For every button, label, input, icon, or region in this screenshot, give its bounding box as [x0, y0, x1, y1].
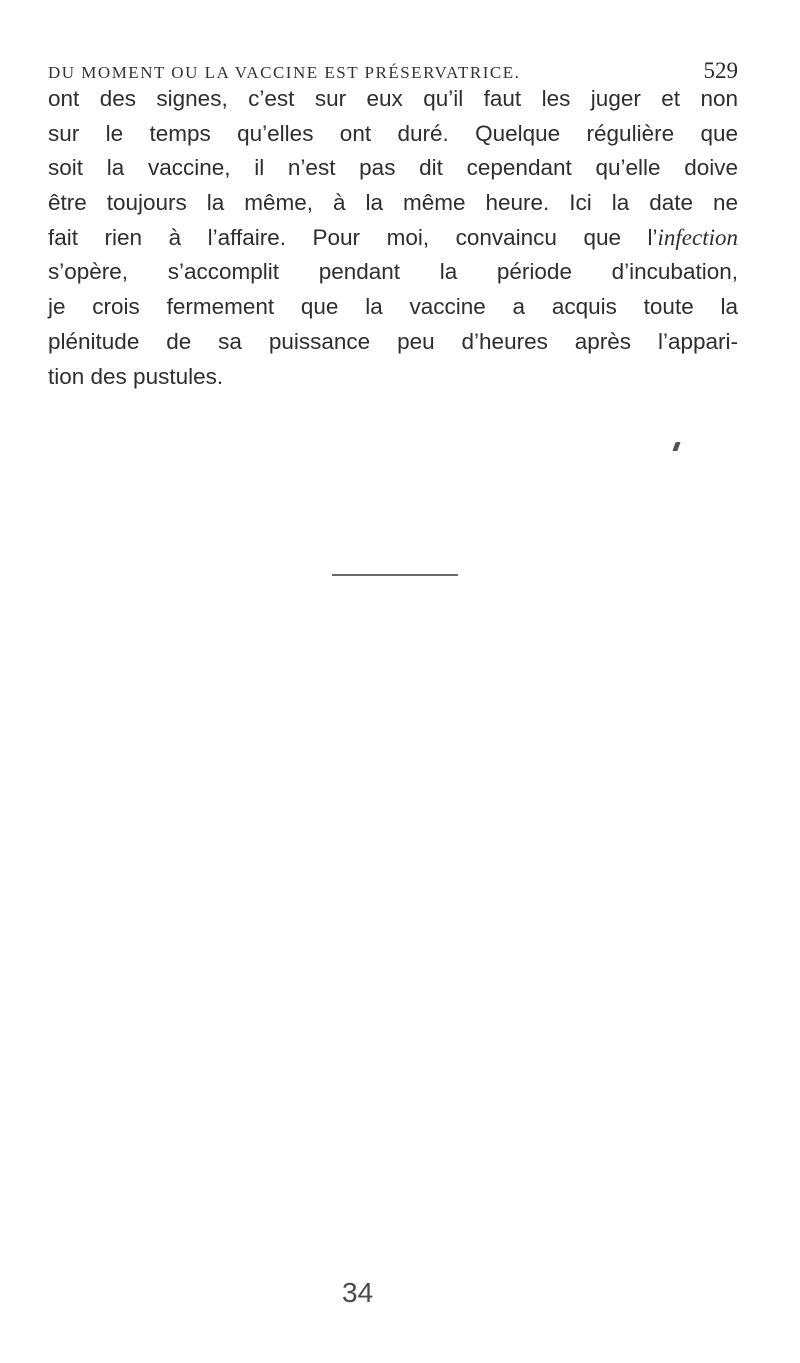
- text-line: être toujours la même, à la même heure. Ici la date ne: [48, 190, 738, 216]
- page-header: [48, 58, 738, 84]
- text-line: sur le temps qu’elles ont duré. Quelque régulière que: [48, 120, 738, 146]
- running-title: DU MOMENT OU LA VACCINE EST PRÉSERVATRICE.: [48, 63, 521, 82]
- body-paragraph: [48, 82, 738, 394]
- text-line: ont des signes, c’est sur eux qu’il faut les juger et non: [48, 86, 738, 111]
- text-line: je crois fermement que la vaccine a acquis toute la: [48, 294, 738, 320]
- italic-term: infection: [657, 224, 738, 250]
- signature-mark: 34: [342, 1277, 374, 1308]
- text-line: plénitude de sa puissance peu d’heures après l’appari-: [48, 328, 738, 354]
- text-line: s’opère, s’accomplit pendant la période d’incubation,: [48, 259, 738, 285]
- text-line: [48, 221, 738, 256]
- text-segment: fait rien à l’affaire. Pour moi, convaincu que l’: [48, 224, 658, 250]
- page-number: 529: [703, 58, 738, 83]
- text-line: soit la vaccine, il n’est pas dit cependant qu’elle doive: [48, 155, 738, 181]
- text-line: tion des pustules.: [48, 363, 224, 389]
- ink-mark: [672, 442, 680, 451]
- section-rule: [332, 574, 458, 576]
